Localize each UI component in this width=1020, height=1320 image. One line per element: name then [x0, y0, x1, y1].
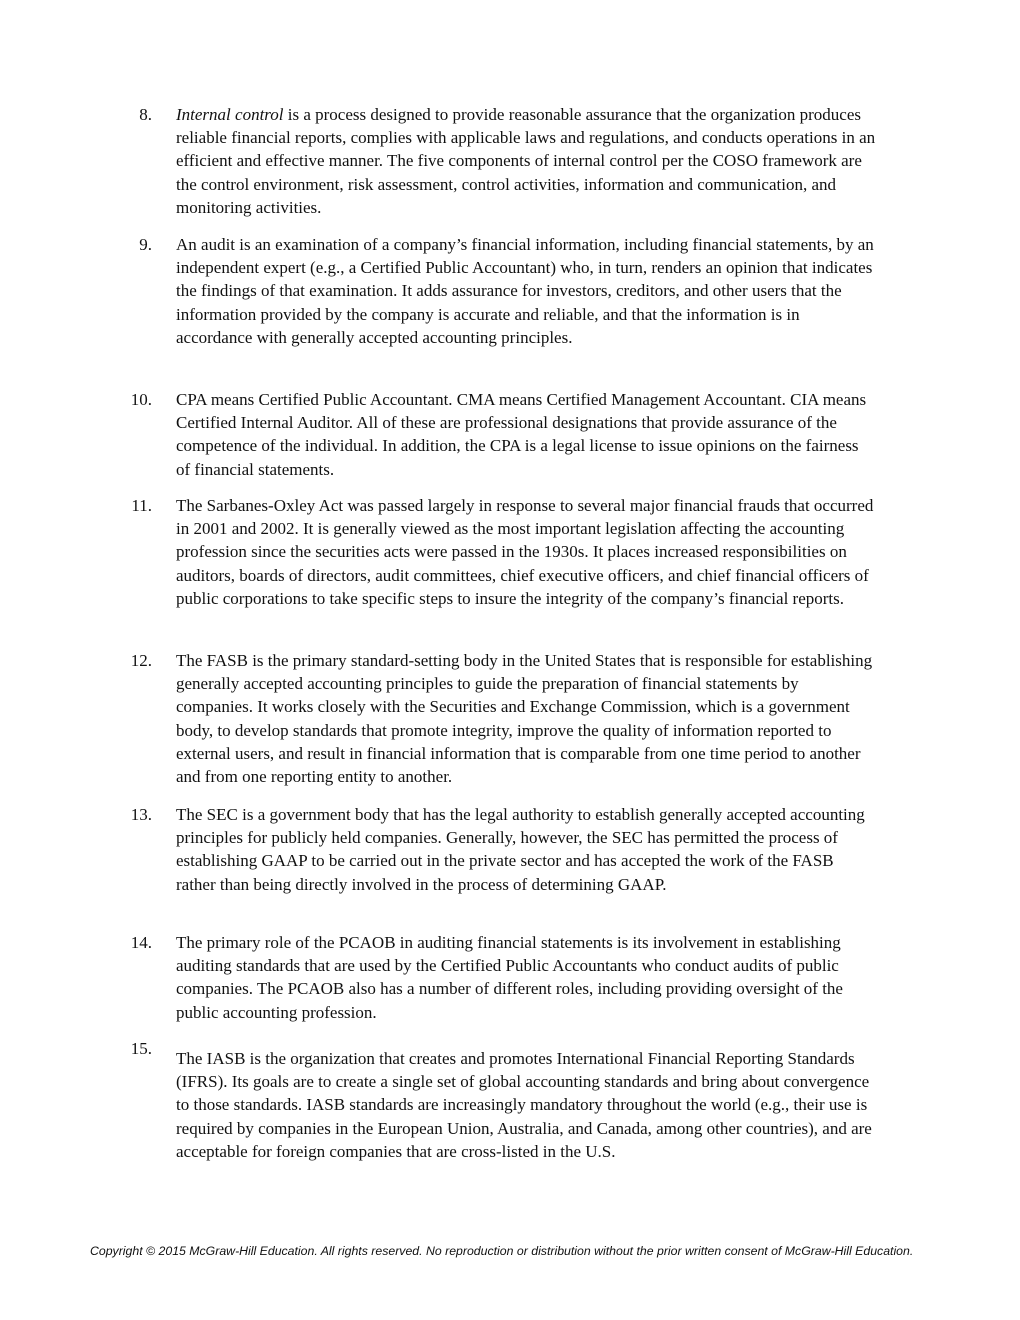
item-text: The Sarbanes-Oxley Act was passed largely in response to several major financial frauds that occurred in 2001 and 2002. It is generally viewed as the most important legislation affecting the accounting profession since the securities acts were passed in the 1930s. It places increased responsibilities on auditors, boards of directors, audit committees, chief executive officers, and chief financial officers of public corporations to take specific steps to insure the integrity of the company’s financial reports. — [176, 496, 874, 608]
item-text: The FASB is the primary standard-setting body in the United States that is responsible for establishing generally accepted accounting principles to guide the preparation of financial statements by companies. It works closely with the Securities and Exchange Commission, which is a government body, to develop standards that promote integrity, improve the quality of information reported to external users, and result in financial information that is comparable from one time period to another and from one reporting entity to another. — [176, 651, 873, 787]
item-text: The primary role of the PCAOB in auditing financial statements is its involvement in establishing auditing standards that are used by the Certified Public Accountants who conduct audits of public companies. The PCAOB also has a number of different roles, including providing oversight of the public accounting profession. — [176, 933, 843, 1022]
item-number: 9. — [139, 235, 152, 254]
item-text: The SEC is a government body that has the legal authority to establish generally accepted accounting principles for publicly held companies. Generally, however, the SEC has permitted the process of establishing GAAP to be carried out in the private sector and has accepted the work of the FASB rather than being directly involved in the process of determining GAAP. — [176, 805, 865, 894]
item-text: CPA means Certified Public Accountant. CMA means Certified Management Accountant. CIA means Certified Internal Auditor. All of these are professional designations that provide assurance of the competence of the individual. In addition, the CPA is a legal license to issue opinions on the fairness of financial statements. — [176, 390, 867, 479]
item-number: 8. — [139, 105, 152, 124]
item-body: is a process designed to provide reasonable assurance that the organization produces reliable financial reports, complies with applicable laws and regulations, and conducts operations in an efficient and effective manner. The five components of internal control per the COSO framework are the control environment, risk assessment, control activities, information and communication, and monitoring activities. — [176, 105, 876, 217]
item-text: The IASB is the organization that creates and promotes International Financial Reporting Standards (IFRS). Its goals are to create a single set of global accounting standards and bring about convergence to those standards. IASB standards are increasingly mandatory throughout the world (e.g., their use is required by companies in the European Union, Australia, and Canada, among other countries), and are acceptable for foreign companies that are cross-listed in the U.S. — [176, 1049, 872, 1161]
item-number: 11. — [131, 496, 152, 515]
item-number: 15. — [130, 1039, 152, 1058]
item-number: 12. — [130, 651, 152, 670]
item-number: 10. — [130, 390, 152, 409]
item-text — [176, 103, 876, 219]
item-term: Internal control — [176, 105, 284, 124]
item-number: 14. — [130, 933, 152, 952]
item-number: 13. — [130, 805, 152, 824]
copyright-footer: Copyright © 2015 McGraw-Hill Education. All rights reserved. No reproduction or distribution without the prior written consent of McGraw-Hill Education. — [90, 1244, 914, 1258]
item-text: An audit is an examination of a company’s financial information, including financial statements, by an independent expert (e.g., a Certified Public Accountant) who, in turn, renders an opinion that indicates the findings of that examination. It adds assurance for investors, creditors, and other users that the information provided by the company is accurate and reliable, and that the information is in accordance with generally accepted accounting principles. — [176, 235, 874, 347]
